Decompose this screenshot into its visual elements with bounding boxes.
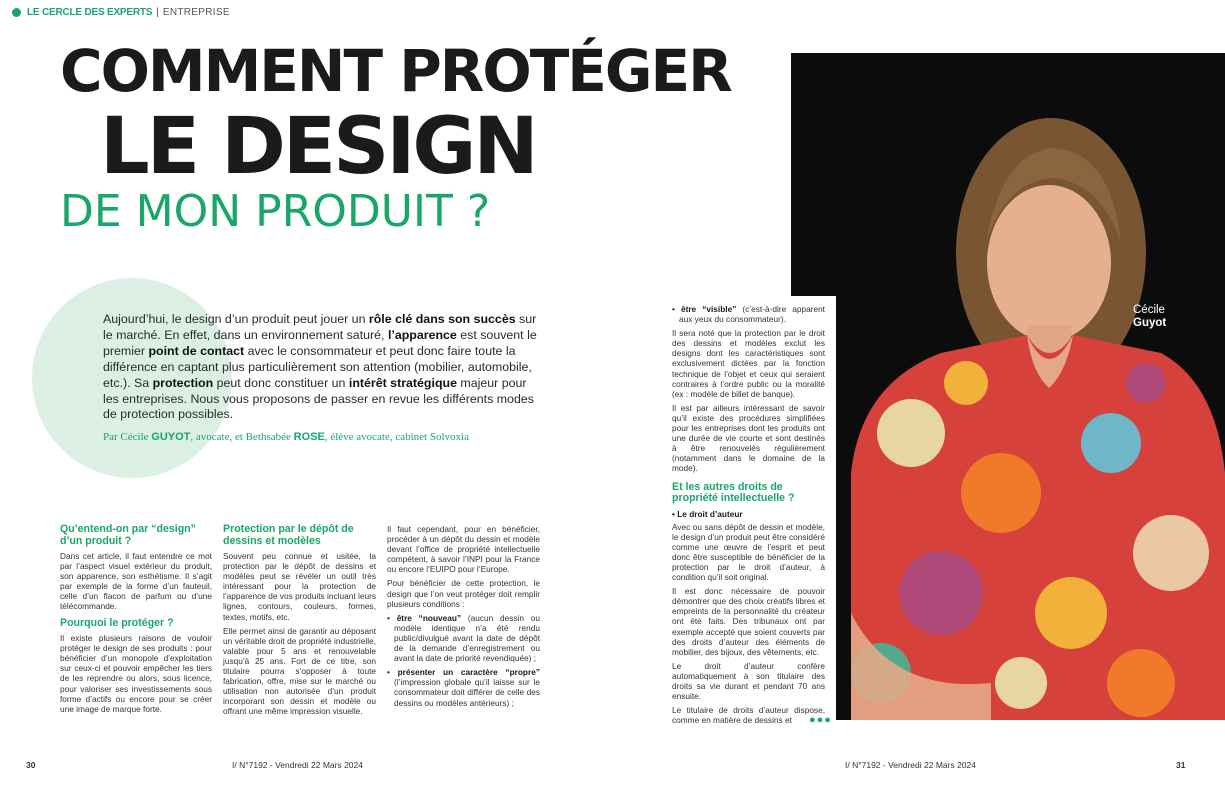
condition-bullet: • être “nouveau” (aucun dessin ou modèle identique n’a été rendu public/divulgué avant la date de dépôt de la demande d’enregistrement ou avant la date de priorité revendiquée) ; — [387, 613, 540, 663]
paragraph: Avec ou sans dépôt de dessin et modèle, le design d’un produit peut être considéré comme une œuvre de l’esprit et peut donc être susceptible de bénéficier de la protection par le droit d’auteur, à condition qu’il soit original. — [672, 521, 825, 583]
paragraph: Dans cet article, il faut entendre ce mot par l’aspect visuel extérieur du produit, son apparence, son esthétisme. Il s’agit par exemple de la forme d’un fauteuil, celle d’un flacon de parfum ou d’une télécommande. — [60, 551, 212, 612]
section-heading: Protection par le dépôt de dessins et modèles — [223, 523, 354, 547]
rubric-separator: | — [156, 6, 159, 18]
section-heading: Qu’entend-on par “design” d’un produit ? — [60, 523, 196, 547]
section-heading: Et les autres droits de propriété intellectuelle ? — [672, 480, 795, 504]
condition-bullet: • être “visible” (c’est-à-dire apparent aux yeux du consommateur). — [672, 304, 825, 324]
paragraph: Elle permet ainsi de garantir au déposant un véritable droit de propriété industrielle, valable pour 5 ans et renouvelable jusqu’à 25 ans. Fort de ce titre, son titulaire pourra s’opposer à toute fabrication, offre, mise sur le marché ou utilisation non autorisée d’un produit incorporant son dessin et modèle ou offrant une même impression visuelle. — [223, 625, 376, 717]
issue-info-left: I/ N°7192 - Vendredi 22 Mars 2024 — [232, 760, 363, 770]
page-number-left: 30 — [26, 760, 36, 770]
portrait-illustration — [791, 53, 1225, 720]
article-column-2 — [223, 524, 376, 721]
rubric-dot-icon — [12, 8, 21, 17]
caption-first-name: Cécile — [1133, 304, 1165, 316]
page-number-right: 31 — [1176, 760, 1186, 770]
section-heading: Pourquoi le protéger ? — [60, 616, 174, 629]
rubric-header — [12, 5, 230, 19]
photo-caption — [1133, 304, 1166, 330]
author-byline: Par Cécile GUYOT, avocate, et Bethsabée ROSE, élève avocate, cabinet Solvoxia — [103, 431, 469, 443]
caption-last-name: Guyot — [1133, 317, 1167, 329]
section-label: ENTREPRISE — [162, 6, 230, 18]
paragraph: Il existe plusieurs raisons de vouloir protéger le design de ses produits : pour bénéficier d’un monopole d’exploitation sur ceux-ci et pouvoir empêcher les tiers de les reprendre ou alors, sous licence, pour valoriser ses investissements sous forme d’actifs ou encore pour se créer une image de marque forte. — [60, 633, 212, 714]
paragraph: Souvent peu connue et usitée, la protection par le dépôt de dessins et modèles peut se révéler un outil très intéressant pour la protection de l’apparence de vos produits incluant leurs lignes, contours, couleurs, formes, textes, motifs, etc. — [223, 551, 376, 622]
author-portrait-photo — [791, 53, 1225, 720]
continued-dots: ●●● — [809, 714, 832, 726]
paragraph: Il sera noté que la protection par le droit des dessins et modèles exclut les designs dont les caractéristiques sont exclusivement dictées par la fonction technique de l’objet et ceux qui seraient contraires à l’ordre public ou la moralité (ex : modèle de billet de banque). — [672, 328, 825, 399]
rubric-label: LE CERCLE DES EXPERTS — [27, 6, 153, 18]
intro-paragraph: Aujourd’hui, le design d’un produit peut jouer un rôle clé dans son succès sur le marché. En effet, dans un environnement saturé, l’apparence est souvent le premier point de contact avec le consommateur et peut donc faire toute la différence en captant plus particulièrement son attention (mobilier, automobile, etc.). Sa protection peut donc constituer un intérêt stratégique majeur pour les entreprises. Nous vous proposons de passer en revue les différents modes de protection possibles. — [103, 312, 537, 422]
condition-bullet: • présenter un caractère “propre” (l’impression globale qu’il laisse sur le consommateur doit différer de celle des dessins ou modèles antérieurs) ; — [387, 667, 540, 707]
headline-line-2: LE DESIGN — [100, 102, 536, 192]
subheading: • Le droit d’auteur — [672, 508, 743, 519]
headline-line-3: DE MON PRODUIT ? — [60, 186, 491, 237]
article-column-3 — [387, 524, 540, 712]
paragraph: Le titulaire de droits d’auteur dispose, comme en matière de dessins et — [672, 705, 825, 726]
issue-info-right: I/ N°7192 - Vendredi 22 Mars 2024 — [845, 760, 976, 770]
paragraph: Il est par ailleurs intéressant de savoir qu’il existe des procédures simplifiées pour les entreprises dont les produits ont une durée de vie courte et sont destinés à être renouvelés régulièrement (notamment dans le domaine de la mode). — [672, 402, 825, 474]
paragraph: Il est donc nécessaire de pouvoir démontrer que des choix créatifs libres et empreints de la personnalité du créateur ont été faits. Des tribunaux ont par exemple accepté que soient couverts par des droits d’auteur des éléments de mobilier, des bijoux, des vêtements, etc. — [672, 586, 825, 657]
paragraph: Le droit d’auteur confère automatiquement à son titulaire des droits sa vie durant et pendant 70 ans ensuite. — [672, 660, 825, 702]
paragraph: Il faut cependant, pour en bénéficier, procéder à un dépôt du dessin et modèle devant l’office de propriété intellectuelle compétent, à savoir l’INPI pour la France ou encore l’EUIPO pour l’Europe. — [387, 524, 540, 575]
article-column-1 — [60, 524, 212, 718]
article-column-4 — [672, 304, 825, 729]
paragraph: Pour bénéficier de cette protection, le design que l’on veut protéger doit remplir plusieurs conditions : — [387, 578, 540, 609]
headline-line-1: COMMENT PROTÉGER — [60, 37, 731, 105]
